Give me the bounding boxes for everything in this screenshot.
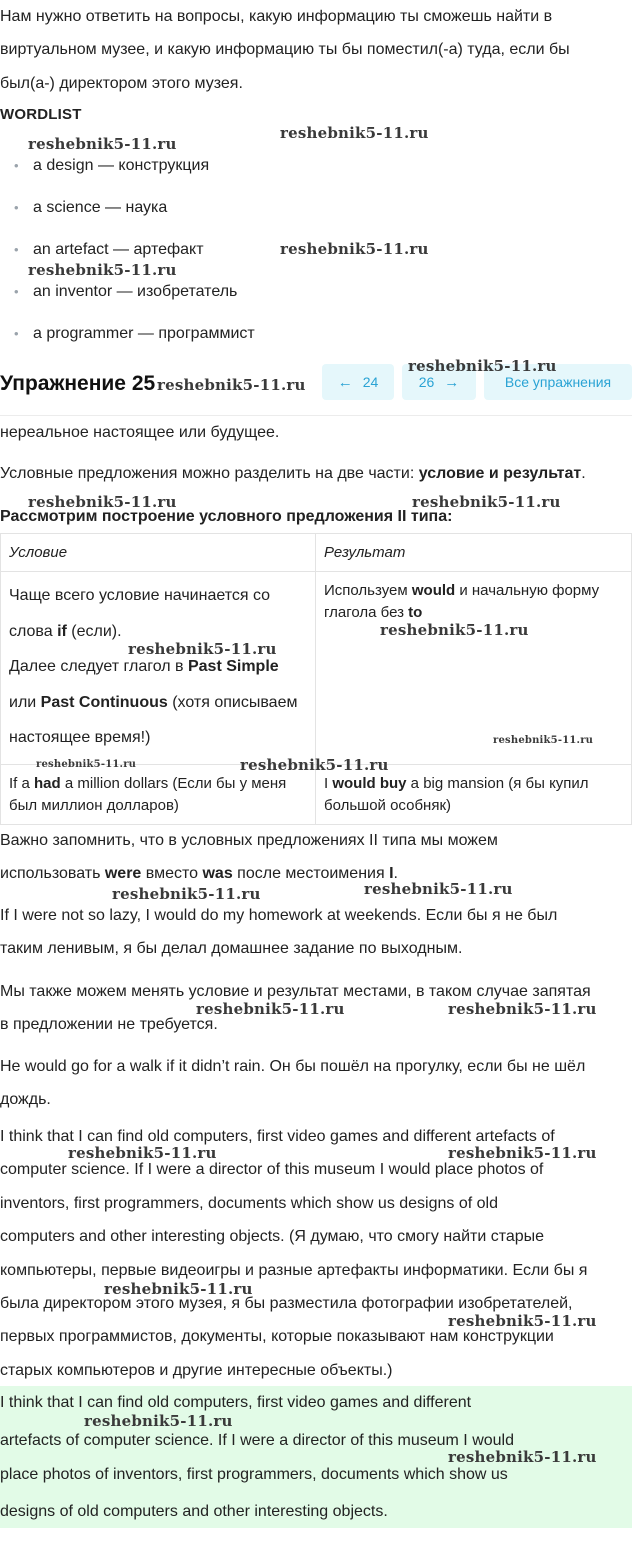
cell-text: (если). — [66, 622, 122, 640]
highlight-line: designs of old computers and other interesting objects. — [0, 1503, 388, 1520]
intro-line-3: был(а-) директором этого музея. — [0, 75, 243, 92]
table-cell-condition — [1, 572, 316, 765]
cell-line — [9, 773, 307, 795]
cell-text: a big mansion (я бы купил — [406, 775, 589, 792]
cell-text: Далее следует глагол в — [9, 658, 188, 675]
next-exercise-label: 26 — [418, 374, 435, 390]
body-text: . — [581, 465, 586, 482]
watermark: reshebnik5-11.ru — [28, 261, 177, 279]
cell-text: I — [324, 775, 333, 792]
cell-line: настоящее время!) — [9, 729, 151, 746]
note-text: использовать — [0, 865, 105, 882]
note-text: вместо — [141, 865, 203, 882]
highlight-line: I think that I can find old computers, first video games and different — [0, 1394, 472, 1411]
wordlist-item: • an inventor — изобретатель — [0, 281, 237, 303]
watermark: reshebnik5-11.ru — [493, 735, 594, 746]
cell-line — [324, 773, 623, 795]
table-header-result: Результат — [316, 534, 632, 572]
cell-bold-text: Past Continuous — [40, 693, 168, 711]
watermark: reshebnik5-11.ru — [280, 124, 429, 142]
watermark: reshebnik5-11.ru — [280, 240, 429, 258]
cell-line — [9, 685, 307, 721]
answer-line: компьютеры, первые видеоигры и разные артефакты информатики. Если бы я — [0, 1262, 588, 1279]
note-text: . — [393, 865, 398, 882]
note-bold-text: were — [104, 865, 142, 882]
cell-text: или — [9, 693, 41, 711]
cell-text: a million dollars (Если бы у меня — [60, 775, 287, 792]
wordlist-item: • a design — конструкция — [0, 155, 209, 177]
table-header-condition: Условие — [1, 534, 316, 572]
answer-line: inventors, first programmers, documents which show us designs of old — [0, 1195, 498, 1212]
all-exercises-label: Все упражнения — [504, 374, 612, 390]
cell-bold-text: had — [34, 775, 61, 792]
answer-line: была директором этого музея, я бы разместила фотографии изобретателей, — [0, 1295, 573, 1312]
note-2-line-2: таким ленивым, я бы делал домашнее задание по выходным. — [0, 940, 463, 957]
note-4-line-2: дождь. — [0, 1091, 51, 1108]
prev-exercise-label: 24 — [362, 374, 379, 390]
watermark: reshebnik5-11.ru — [408, 357, 557, 375]
watermark: reshebnik5-11.ru — [112, 885, 261, 903]
cell-bold-text: would buy — [332, 775, 407, 792]
body-bold-text: условие и результат — [418, 465, 582, 482]
cell-line: Чаще всего условие начинается со — [9, 587, 271, 604]
cell-text: слова — [9, 622, 58, 640]
watermark: reshebnik5-11.ru — [240, 756, 389, 774]
intro-line-2: виртуальном музее, и какую информацию ты бы поместил(-а) туда, если бы — [0, 41, 570, 58]
wordlist-item: • an artefact — артефакт — [0, 239, 204, 261]
watermark: reshebnik5-11.ru — [448, 1448, 597, 1466]
note-bold-text: was — [202, 865, 233, 882]
watermark: reshebnik5-11.ru — [68, 1144, 217, 1162]
wordlist-item: • a science — наука — [0, 197, 167, 219]
body-paragraph-2 — [0, 457, 586, 491]
cell-text: (хотя описываем — [167, 693, 298, 711]
body-text: Условные предложения можно разделить на две части: — [0, 465, 419, 482]
exercise-title: Упражнение 25 — [0, 372, 156, 395]
watermark: reshebnik5-11.ru — [196, 1000, 345, 1018]
wordlist-title: WORDLIST — [0, 106, 82, 123]
watermark: reshebnik5-11.ru — [380, 621, 529, 639]
intro-line-1: Нам нужно ответить на вопросы, какую информацию ты сможешь найти в — [0, 8, 553, 25]
cell-bold-text: Past Simple — [187, 658, 279, 675]
answer-line: старых компьютеров и другие интересные объекты.) — [0, 1362, 393, 1379]
cell-line — [324, 580, 623, 602]
body-paragraph-3: Рассмотрим построение условного предложения II типа: — [0, 508, 453, 525]
note-1-line-1: Важно запомнить, что в условных предложениях II типа мы можем — [0, 832, 498, 849]
cell-text: If a — [9, 775, 35, 792]
answer-line: I think that I can find old computers, first video games and different artefacts of — [0, 1128, 555, 1145]
answer-line: computers and other interesting objects. (Я думаю, что смогу найти старые — [0, 1228, 545, 1245]
watermark: reshebnik5-11.ru — [36, 759, 137, 770]
answer-line: первых программистов, документы, которые показывают нам конструкции — [0, 1328, 554, 1345]
watermark: reshebnik5-11.ru — [28, 135, 177, 153]
answer-line: computer science. If I were a director of this museum I would place photos of — [0, 1161, 544, 1178]
conditional-table — [0, 533, 632, 825]
watermark: reshebnik5-11.ru — [157, 376, 306, 394]
cell-bold-text: would — [411, 582, 456, 599]
note-4-line-1: He would go for a walk if it didn’t rain. Он бы пошёл на прогулку, если бы не шёл — [0, 1058, 586, 1075]
cell-text: глагола без — [324, 604, 409, 621]
cell-bold-text: if — [57, 622, 67, 640]
note-bold-text: I — [389, 865, 394, 882]
table-header-row — [1, 534, 632, 572]
watermark: reshebnik5-11.ru — [448, 1000, 597, 1018]
prev-exercise-button[interactable] — [322, 364, 394, 400]
watermark: reshebnik5-11.ru — [84, 1412, 233, 1430]
body-paragraph-1: нереальное настоящее или будущее. — [0, 424, 280, 441]
cell-line: был миллион долларов) — [9, 797, 179, 814]
note-3-line-2: в предложении не требуется. — [0, 1016, 218, 1033]
highlight-line: artefacts of computer science. If I were a director of this museum I would — [0, 1432, 514, 1449]
watermark: reshebnik5-11.ru — [128, 640, 277, 658]
cell-line: большой особняк) — [324, 797, 452, 814]
watermark: reshebnik5-11.ru — [104, 1280, 253, 1298]
cell-bold-text: to — [408, 604, 423, 621]
watermark: reshebnik5-11.ru — [412, 493, 561, 511]
watermark: reshebnik5-11.ru — [448, 1312, 597, 1330]
wordlist-item: • a programmer — программист — [0, 323, 255, 345]
cell-text: Используем — [324, 582, 412, 599]
cell-text: и начальную форму — [455, 582, 600, 599]
note-2-line-1: If I were not so lazy, I would do my homework at weekends. Если бы я не был — [0, 907, 558, 924]
watermark: reshebnik5-11.ru — [28, 493, 177, 511]
arrow-right-icon: → — [444, 373, 460, 391]
arrow-left-icon: ← — [337, 373, 353, 391]
watermark: reshebnik5-11.ru — [448, 1144, 597, 1162]
highlight-line: place photos of inventors, first programmers, documents which show us — [0, 1466, 508, 1483]
note-3-line-1: Мы также можем менять условие и результат местами, в таком случае запятая — [0, 983, 591, 1000]
note-text: после местоимения — [232, 865, 390, 882]
watermark: reshebnik5-11.ru — [364, 880, 513, 898]
